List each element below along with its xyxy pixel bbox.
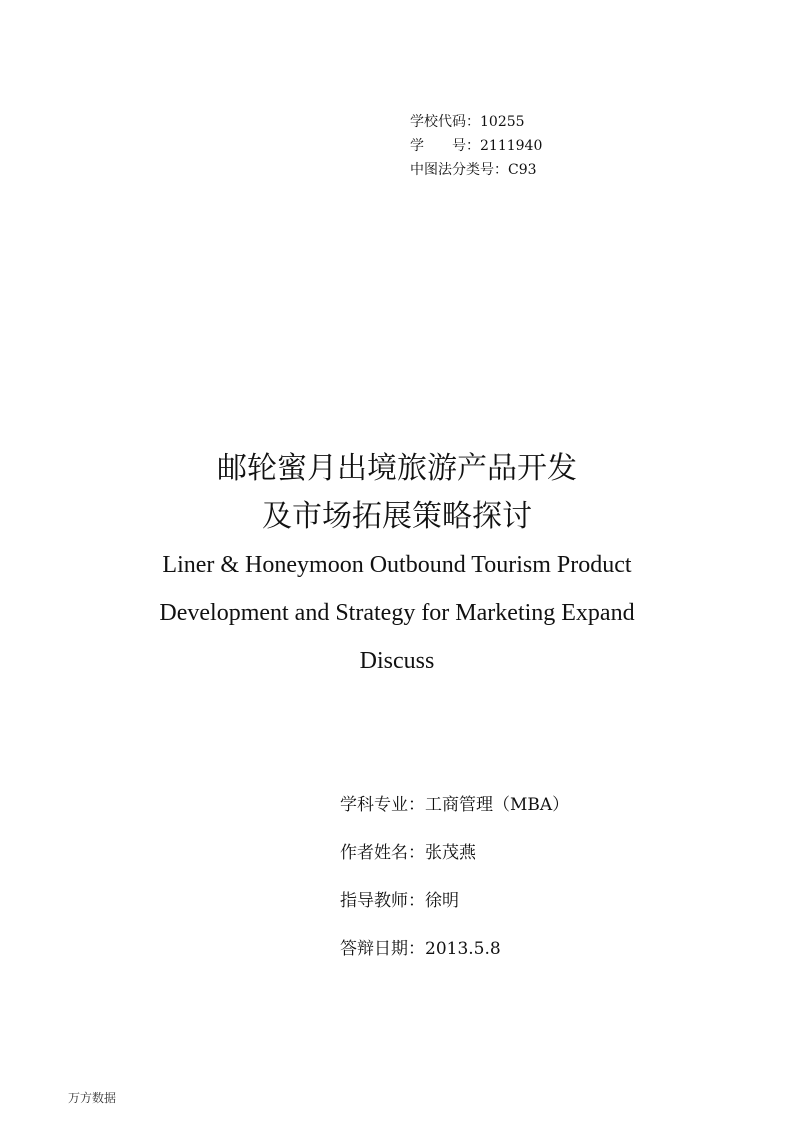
english-title-line-2: Development and Strategy for Marketing Expand	[159, 600, 635, 626]
classification-number: 中图法分类号：C93	[410, 162, 537, 178]
english-title-line-1: Liner & Honeymoon Outbound Tourism Product	[162, 552, 632, 578]
english-title-line-3: Discuss	[359, 648, 435, 674]
watermark-text: 万方数据	[68, 1091, 117, 1105]
student-number: 学 号：2111940	[410, 138, 543, 154]
major-field: 学科专业：工商管理（MBA）	[340, 795, 570, 815]
classification-block	[410, 110, 542, 182]
chinese-title-line-1: 邮轮蜜月出境旅游产品开发	[217, 451, 577, 486]
school-code: 学校代码：10255	[410, 114, 525, 130]
author-name: 作者姓名：张茂燕	[340, 843, 476, 863]
advisor-name: 指导教师：徐明	[340, 891, 459, 911]
chinese-title-line-2: 及市场拓展策略探讨	[262, 499, 532, 534]
defense-date: 答辩日期：2013.5.8	[340, 939, 501, 959]
thesis-info-block	[340, 790, 569, 982]
